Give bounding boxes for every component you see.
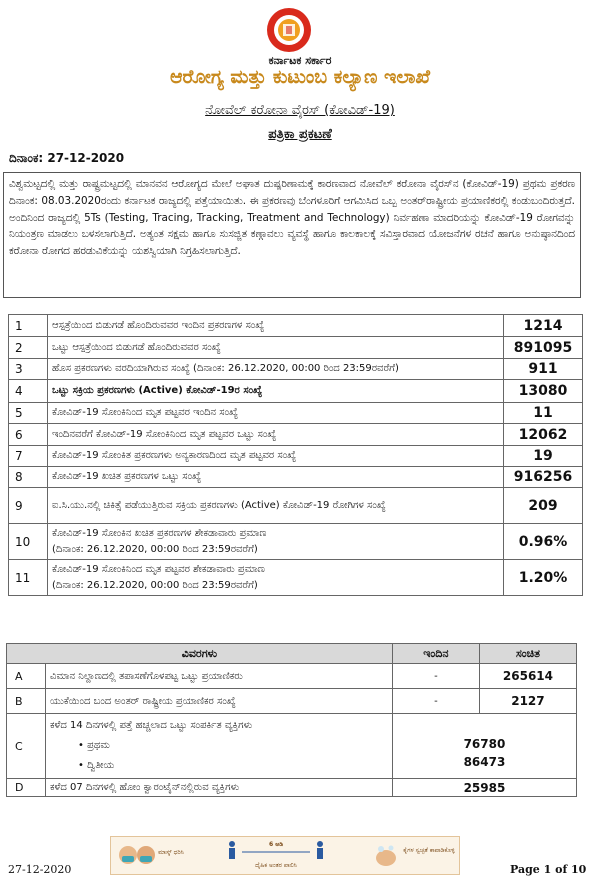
stats-row (9, 359, 583, 380)
stats-description-cell (48, 560, 504, 596)
summary-total-primary: 76780 (463, 737, 506, 751)
summary-total: 25985 (392, 779, 576, 797)
stats-description: ಇಂದಿನವರೆಗೆ ಕೋವಿಡ್-19 ಸೋಂಕಿನಿಂದ ಮೃತ ಪಟ್ಟವರ ಒಟ್ಟು ಸಂಖ್ಯೆ (52, 428, 277, 440)
stats-description: ಹೊಸ ಪ್ರಕರಣಗಳು ವರದಿಯಾಗಿರುವ ಸಂಖ್ಯೆ (ದಿನಾಂಕ: 26.12.2020, 00:00 ರಿಂದ 23:59ರವರೆಗೆ) (52, 363, 399, 374)
stats-value: 19 (504, 446, 583, 467)
distance-text: ದೈಹಿಕ ಅಂತರ ಪಾಲಿಸಿ (255, 862, 297, 869)
stats-serial-number: 1 (9, 315, 48, 337)
summary-description: ಯುಕೆಯಿಂದ ಬಂದ ಅಂತರ್ ರಾಷ್ಟ್ರೀಯ ಪ್ರಯಾಣಿಕರ ಸಂಖ್ಯೆ (46, 689, 393, 714)
stats-value: 1.20% (504, 560, 583, 596)
handwash-section (369, 837, 457, 874)
stats-row (9, 446, 583, 467)
summary-description: ವಿಮಾನ ನಿಲ್ದಾಣದಲ್ಲಿ ತಪಾಸಣೆಗೊಳಪಟ್ಟ ಒಟ್ಟು ಪ್ರಯಾಣಿಕರು (46, 664, 393, 689)
stats-value: 12062 (504, 424, 583, 446)
stats-description: ಕೋವಿಡ್-19 ಖಚಿತ ಪ್ರಕರಣಗಳ ಒಟ್ಟು ಸಂಖ್ಯೆ (52, 471, 202, 482)
stats-description: ಆಸ್ಪತ್ರೆಯಿಂದ ಬಿಡುಗಡೆ ಹೊಂದಿರುವವರ ಇಂದಿನ ಪ್ರಕರಣಗಳ ಸಂಖ್ಯೆ (52, 319, 265, 331)
summary-header-total: ಸಂಚಿತ (479, 644, 576, 664)
summary-today: - (392, 664, 479, 689)
stats-serial-number: 4 (9, 380, 48, 403)
subtitle (0, 103, 600, 118)
stats-description-cell (48, 315, 504, 337)
subtitle-text: ನೋವೆಲ್ ಕರೋನಾ ವೈರಸ್ (ಕೋವಿಡ್-19) (205, 103, 395, 118)
stats-description-cell (48, 424, 504, 446)
stats-description: ಕೋವಿಡ್-19 ಸೋಂಕಿನ ಖಚಿತ ಪ್ರಕರಣಗಳ ಶೇಕಡಾವಾರು ಪ್ರಮಾಣ (52, 527, 267, 539)
summary-subitem-secondary-label: ದ್ವಿತೀಯ (87, 760, 115, 771)
stats-description-cell (48, 359, 504, 380)
handwash-icon (373, 843, 399, 869)
stats-row (9, 560, 583, 596)
stats-serial-number: 7 (9, 446, 48, 467)
stats-description: ಐ.ಸಿ.ಯು.ನಲ್ಲಿ ಚಿಕಿತ್ಸೆ ಪಡೆಯುತ್ತಿರುವ ಸಕ್ರಿಯ ಪ್ರಕರಣಗಳು (Active) ಕೋವಿಡ್-19 ರೋಗಿಗಳ ಸಂಖ್ಯೆ (52, 499, 386, 511)
stats-row (9, 424, 583, 446)
summary-category: A (7, 664, 46, 689)
stats-row (9, 380, 583, 403)
page-number: Page 1 of 10 (510, 863, 587, 876)
stats-value: 11 (504, 403, 583, 424)
intro-paragraph: ವಿಶ್ವಮಟ್ಟದಲ್ಲಿ ಮತ್ತು ರಾಷ್ಟ್ರಮಟ್ಟದಲ್ಲಿ ಮಾನವನ ಆರೋಗ್ಯದ ಮೇಲೆ ಅಘಾತ ದುಷ್ಪರಿಣಾಮಕ್ಕೆ ಕಾರಣವಾದ ನೋವೆಲ್ ಕರೋನಾ ವೈರಸ್‌ನ (ಕೋವಿಡ್-19) ಪ್ರಥಮ ಪ್ರಕರಣ ದಿನಾಂಕ: 08.03.2020ರಂದು ಕರ್ನಾಟಕ ರಾಜ್ಯದಲ್ಲಿ ಪತ್ತೆಯಾಯಿತು. ಈ ಪ್ರಕರಣವು ಬೆಂಗಳೂರಿಗೆ ಆಗಮಿಸಿದ ಒಬ್ಬ ಅಂತರ್‌ರಾಷ್ಟ್ರೀಯ ಪ್ರಯಾಣಿಕರಲ್ಲಿ ಕಂಡುಬಂದಿರುತ್ತದೆ. ಅಂದಿನಿಂದ ರಾಜ್ಯದಲ್ಲಿ 5Ts (Testing, Tracing, Tracking, Treatment and Technology) ನಿರ್ವಹಣಾ ಮಾದರಿಯನ್ನು ಕೋವಿಡ್-19 ರೋಗವನ್ನು ನಿಯಂತ್ರಣ ಮಾಡಲು ಬಳಸಲಾಗುತ್ತಿದೆ. ಅತ್ಯಂತ ಸಕ್ಷಮ ಹಾಗೂ ಸುಸಜ್ಜಿತ ಕಣ್ಗಾವಲು ವ್ಯವಸ್ಥೆ ಹಾಗೂ ಕಾಲಕಾಲಕ್ಕೆ ಸವಿಸ್ತಾರವಾದ ಯೋಜನೆಗಳ ರಚನೆ ಹಾಗೂ ಅನುಷ್ಠಾನದಿಂದ ಕರೋನಾ ರೋಗದ ಹರಡುವಿಕೆಯನ್ನು ಯಶಸ್ವಿಯಾಗಿ ನಿಗ್ರಹಿಸಲಾಗುತ್ತಿದೆ. (3, 172, 581, 298)
summary-total: 265614 (479, 664, 576, 689)
stats-value: 1214 (504, 315, 583, 337)
stats-serial-number: 5 (9, 403, 48, 424)
summary-total: 2127 (479, 689, 576, 714)
stats-value: 209 (504, 488, 583, 524)
summary-row (7, 714, 577, 779)
stats-description: ಕೋವಿಡ್-19 ಸೋಂಕಿತ ಪ್ರಕರಣಗಳು ಅನ್ಯಕಾರಣದಿಂದ ಮೃತ ಪಟ್ಟವರ ಸಂಖ್ಯೆ (52, 450, 297, 461)
stats-row (9, 488, 583, 524)
stats-serial-number: 2 (9, 337, 48, 359)
summary-total-secondary: 86473 (463, 755, 506, 769)
stats-description: ಕೋವಿಡ್-19 ಸೋಂಕಿನಿಂದ ಮೃತ ಪಟ್ಟವರ ಇಂದಿನ ಸಂಖ್ಯೆ (52, 407, 239, 418)
stats-description-date: (ದಿನಾಂಕ: 26.12.2020, 00:00 ರಿಂದ 23:59ರವರೆಗೆ) (52, 543, 258, 555)
government-name: ಕರ್ನಾಟಕ ಸರ್ಕಾರ (268, 54, 332, 67)
stats-value: 13080 (504, 380, 583, 403)
summary-category: B (7, 689, 46, 714)
stats-serial-number: 9 (9, 488, 48, 524)
summary-header-details: ವಿವರಗಳು (7, 644, 393, 664)
stats-description-date: (ದಿನಾಂಕ: 26.12.2020, 00:00 ರಿಂದ 23:59ರವರೆಗೆ) (52, 579, 258, 591)
stats-row (9, 524, 583, 560)
stats-serial-number: 6 (9, 424, 48, 446)
document-title-text: ಪತ್ರಿಕಾ ಪ್ರಕಟಣೆ (268, 127, 332, 142)
summary-header-today: ಇಂದಿನ (392, 644, 479, 664)
summary-category: D (7, 779, 46, 797)
stats-description-cell (48, 488, 504, 524)
stats-value: 0.96% (504, 524, 583, 560)
document-date: ದಿನಾಂಕ: 27-12-2020 (9, 151, 125, 165)
summary-today: - (392, 689, 479, 714)
summary-description-group (46, 714, 393, 779)
stats-row (9, 337, 583, 359)
document-title (0, 127, 600, 142)
stats-value: 916256 (504, 467, 583, 488)
stats-description-cell (48, 524, 504, 560)
summary-row (7, 689, 577, 714)
stats-row (9, 315, 583, 337)
summary-subitem-primary-label: ಪ್ರಥಮ (87, 740, 110, 751)
summary-table (6, 643, 577, 797)
footer-date: 27-12-2020 (8, 863, 72, 876)
karnataka-emblem-icon (261, 6, 317, 54)
covid-guidelines-banner (110, 836, 460, 875)
stats-row (9, 467, 583, 488)
summary-subitem-primary: • ಪ್ರಥಮ (78, 740, 110, 751)
stats-description: ಕೋವಿಡ್-19 ಸೋಂಕಿನಿಂದ ಮೃತ ಪಟ್ಟವರ ಶೇಕಡಾವಾರು ಪ್ರಮಾಣ (52, 563, 265, 575)
stats-description-cell (48, 337, 504, 359)
stats-description-cell (48, 467, 504, 488)
stats-serial-number: 8 (9, 467, 48, 488)
stats-value: 891095 (504, 337, 583, 359)
mask-text: ಮಾಸ್ಕ್ ಧರಿಸಿ (158, 849, 184, 856)
summary-description: ಕಳೆದ 07 ದಿನಗಳಲ್ಲಿ ಹೋಂ ಕ್ವಾರಂಟೈನ್‌ನಲ್ಲಿರುವ ವ್ಯಕ್ತಿಗಳು (46, 779, 393, 797)
summary-total-group (392, 714, 576, 779)
distance-top-text: 6 ಅಡಿ (269, 841, 283, 848)
statistics-table (8, 314, 583, 596)
stats-row (9, 403, 583, 424)
stats-description-cell (48, 446, 504, 467)
distance-section (206, 837, 346, 874)
summary-header-row (7, 644, 577, 664)
summary-row (7, 779, 577, 797)
stats-description-cell (48, 403, 504, 424)
summary-description: ಕಳೆದ 14 ದಿನಗಳಲ್ಲಿ ಪತ್ತೆ ಹಚ್ಚಲಾದ ಒಟ್ಟು ಸಂಪರ್ಕಿತ ವ್ಯಕ್ತಿಗಳು (50, 720, 253, 731)
stats-description-cell (48, 380, 504, 403)
summary-category: C (7, 714, 46, 779)
mask-section (115, 837, 185, 874)
stats-description: ಒಟ್ಟು ಆಸ್ಪತ್ರೆಯಿಂದ ಬಿಡುಗಡೆ ಹೊಂದಿರುವವರ ಸಂಖ್ಯೆ (52, 341, 221, 353)
department-title: ಆರೋಗ್ಯ ಮತ್ತು ಕುಟುಂಬ ಕಲ್ಯಾಣ ಇಲಾಖೆ (169, 66, 431, 88)
handwash-text: ಕೈಗಳ ಸ್ವಚ್ಛತೆ ಕಾಪಾಡಿಕೊಳ್ಳಿ (403, 847, 455, 854)
stats-serial-number: 10 (9, 524, 48, 560)
summary-subitem-secondary: • ದ್ವಿತೀಯ (78, 760, 115, 771)
masked-faces-icon (117, 841, 157, 871)
stats-value: 911 (504, 359, 583, 380)
stats-description: ಒಟ್ಟು ಸಕ್ರಿಯ ಪ್ರಕರಣಗಳು (Active) ಕೋವಿಡ್-19ರ ಸಂಖ್ಯೆ (52, 385, 263, 396)
stats-serial-number: 11 (9, 560, 48, 596)
stats-serial-number: 3 (9, 359, 48, 380)
summary-row (7, 664, 577, 689)
